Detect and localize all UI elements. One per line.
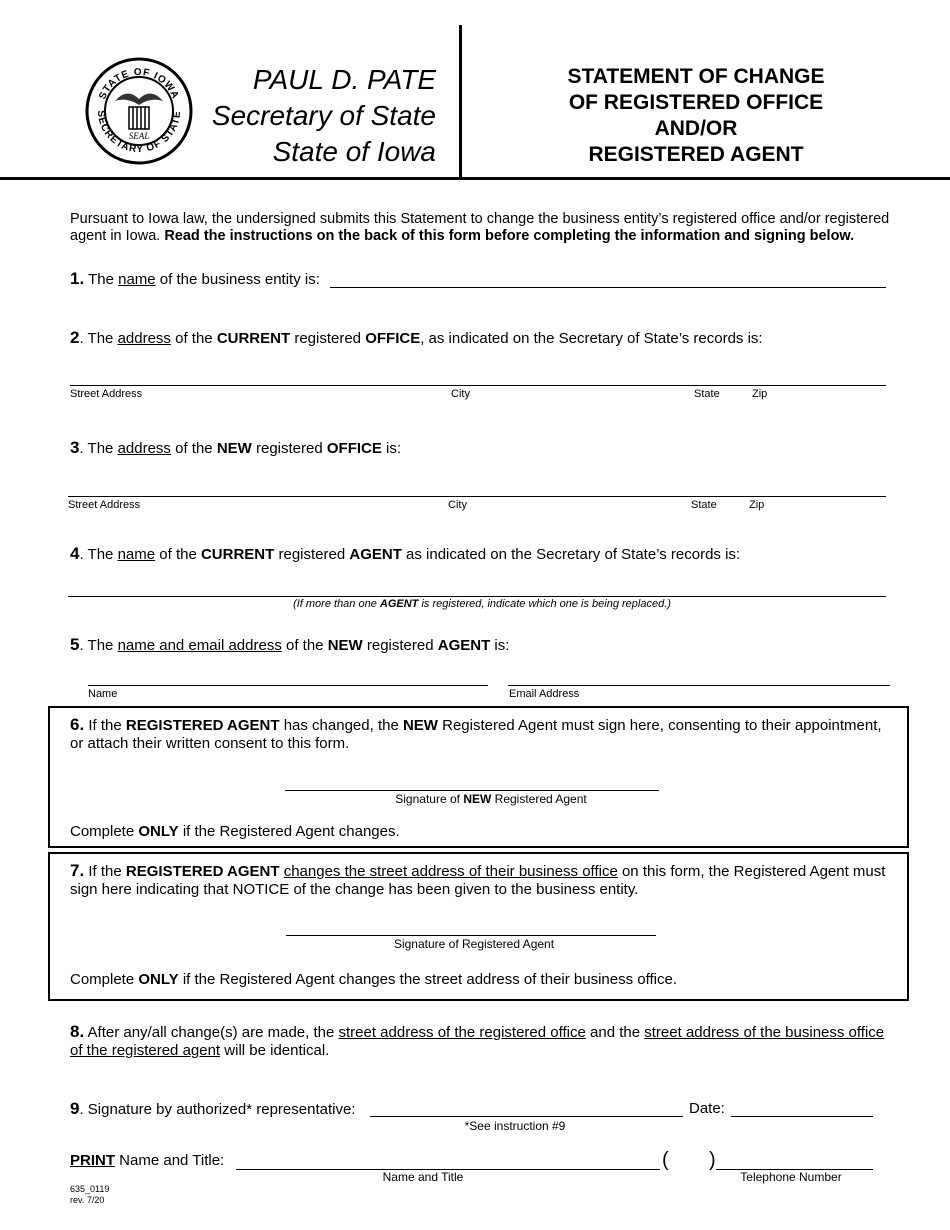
- item6-footnote: Complete ONLY if the Registered Agent changes.: [70, 823, 400, 840]
- new-agent-name-field[interactable]: [88, 685, 488, 686]
- current-agent-name-field[interactable]: [68, 596, 886, 597]
- officer-block: [180, 62, 436, 170]
- phone-paren-close: ): [709, 1149, 716, 1171]
- name-label: Name: [88, 688, 118, 700]
- item4-label: 4. The name of the CURRENT registered AGENT as indicated on the Secretary of State’s records is:: [70, 544, 741, 563]
- street-address-label: Street Address: [68, 499, 141, 511]
- phone-paren-open: (: [662, 1149, 669, 1171]
- date-field[interactable]: [731, 1116, 873, 1117]
- new-office-address-field[interactable]: [68, 496, 886, 497]
- form-number: 635_0119: [70, 1184, 110, 1194]
- officer-state: State of Iowa: [272, 136, 436, 167]
- svg-text:SECRETARY OF STATE: SECRETARY OF STATE: [94, 109, 184, 156]
- zip-label: Zip: [749, 499, 765, 511]
- street-address-label: Street Address: [70, 388, 143, 400]
- header-horizontal-divider: [0, 177, 950, 180]
- form-title-line: STATEMENT OF CHANGE: [567, 65, 825, 88]
- city-label: City: [451, 388, 470, 400]
- intro-paragraph: Pursuant to Iowa law, the undersigned submits this Statement to change the business entity’s registered office and/or registered agent in Iowa. Read the instructions on the back of this form before completing the information and signing below.: [70, 211, 890, 244]
- item1-label: 1. The name of the business entity is:: [70, 269, 320, 288]
- item7-footnote: Complete ONLY if the Registered Agent changes the street address of their business office.: [70, 971, 678, 988]
- item9-label: 9. Signature by authorized* representative:: [70, 1099, 356, 1118]
- state-seal-logo: [85, 57, 193, 165]
- authorized-signature-field[interactable]: [370, 1116, 683, 1117]
- header-vertical-divider: [459, 25, 462, 178]
- new-agent-signature-field[interactable]: [285, 790, 659, 791]
- item4-note: (If more than one AGENT is registered, indicate which one is being replaced.): [293, 598, 671, 610]
- current-office-address-field[interactable]: [70, 385, 886, 386]
- telephone-number-label: Telephone Number: [740, 1170, 842, 1184]
- item5-label: 5. The name and email address of the NEW registered AGENT is:: [70, 635, 510, 654]
- see-instruction-note: *See instruction #9: [464, 1119, 566, 1133]
- form-number-block: [70, 1184, 109, 1206]
- item6-text: 6. If the REGISTERED AGENT has changed, the NEW Registered Agent must sign here, consenting to their appointment, or attach their written consent to this form.: [70, 715, 882, 752]
- form-title-line: OF REGISTERED OFFICE: [568, 91, 824, 114]
- new-agent-signature-label: Signature of NEW Registered Agent: [395, 792, 587, 806]
- officer-title: Secretary of State: [211, 100, 436, 131]
- officer-name: PAUL D. PATE: [252, 64, 436, 95]
- state-label: State: [694, 388, 720, 400]
- form-revision: rev. 7/20: [70, 1195, 105, 1205]
- city-label: City: [448, 499, 467, 511]
- agent-signature-field[interactable]: [286, 935, 656, 936]
- svg-text:STATE OF IOWA: STATE OF IOWA: [97, 66, 181, 102]
- form-title: [470, 64, 922, 168]
- entity-name-field[interactable]: [330, 287, 886, 288]
- print-name-label: PRINT Name and Title:: [70, 1152, 225, 1169]
- date-label: Date:: [689, 1100, 725, 1117]
- item8-text: 8. After any/all change(s) are made, the street address of the registered office and the street address of the business office of the registered agent will be identical.: [70, 1022, 885, 1059]
- item7-text: 7. If the REGISTERED AGENT changes the street address of their business office on this form, the Registered Agent must sign here indicating that NOTICE of the change has been given to the business entity.: [70, 861, 886, 898]
- form-title-line: AND/OR: [654, 117, 738, 140]
- form-title-line: REGISTERED AGENT: [588, 143, 804, 166]
- zip-label: Zip: [752, 388, 768, 400]
- item3-label: 3. The address of the NEW registered OFFICE is:: [70, 438, 402, 457]
- new-agent-email-field[interactable]: [508, 685, 890, 686]
- agent-signature-label: Signature of Registered Agent: [393, 937, 555, 951]
- name-and-title-label: Name and Title: [382, 1170, 464, 1184]
- email-address-label: Email Address: [509, 688, 580, 700]
- svg-text:SEAL: SEAL: [128, 131, 150, 141]
- item2-label: 2. The address of the CURRENT registered OFFICE, as indicated on the Secretary of State’s records is:: [70, 328, 763, 347]
- state-label: State: [691, 499, 717, 511]
